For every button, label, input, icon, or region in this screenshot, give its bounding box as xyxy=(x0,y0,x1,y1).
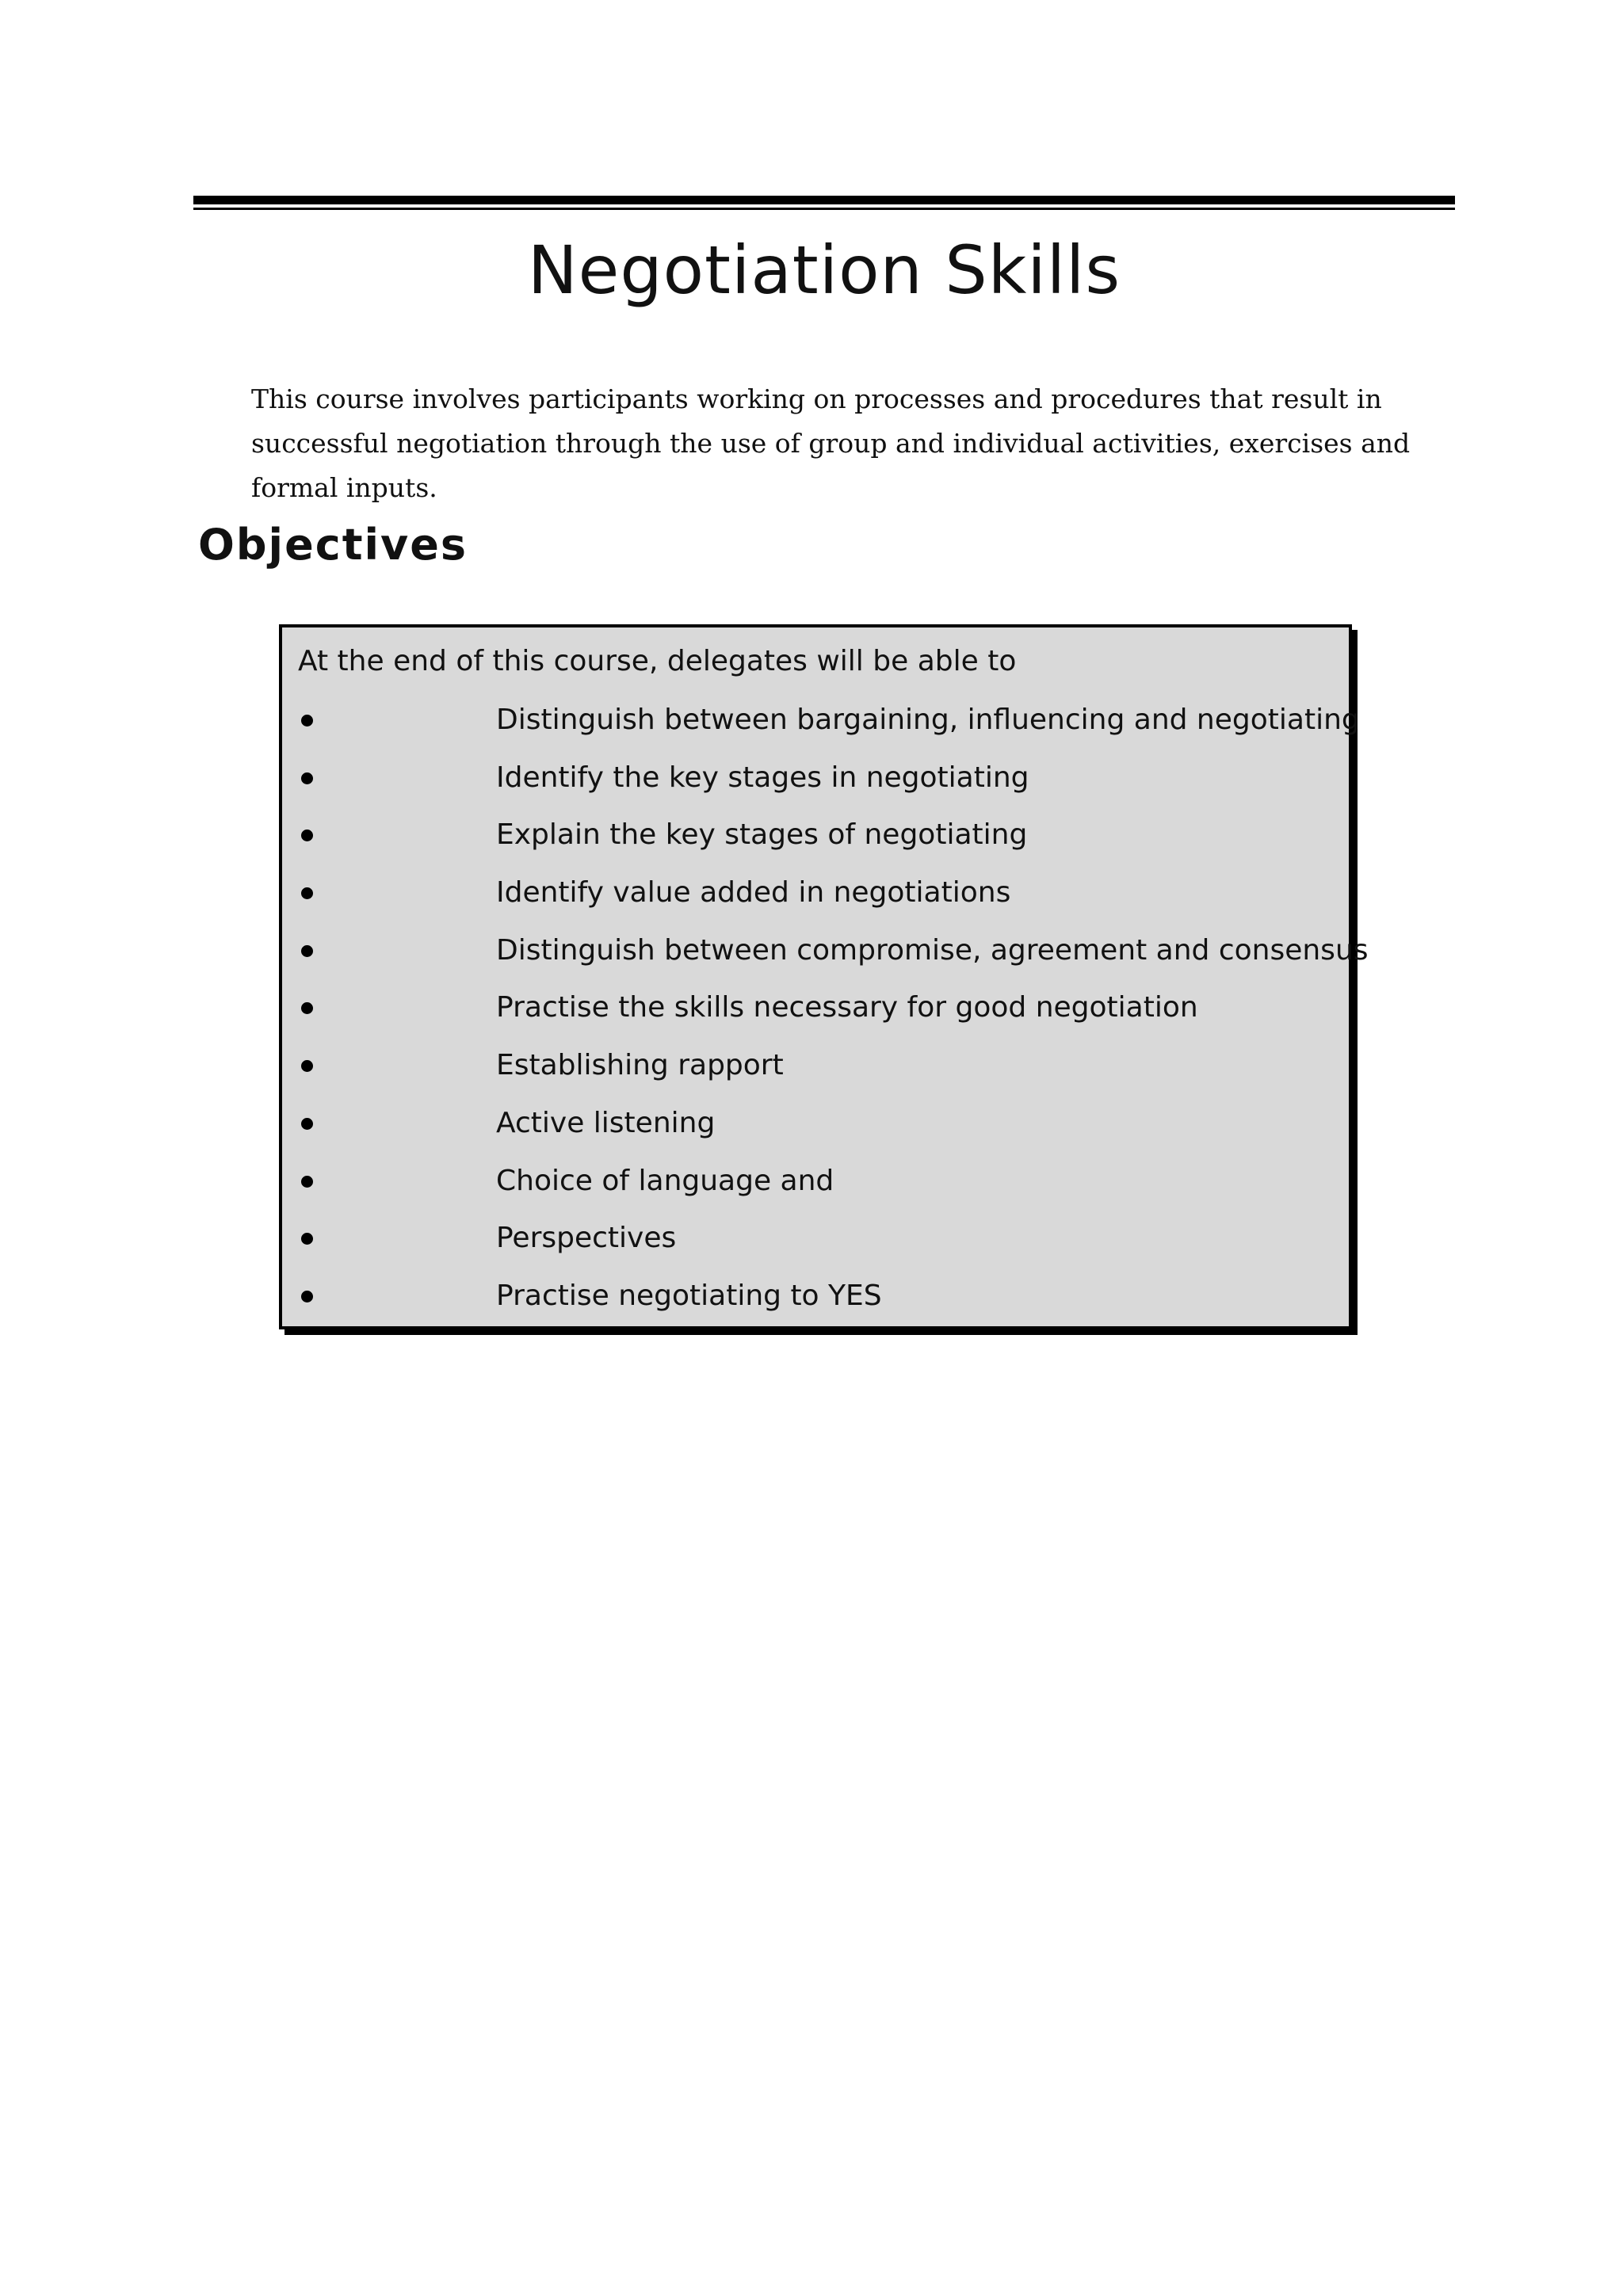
page-title: Negotiation Skills xyxy=(527,231,1121,309)
list-item xyxy=(282,933,1369,992)
list-item xyxy=(282,818,1349,876)
list-item xyxy=(282,704,1360,761)
objective-text: Distinguish between bargaining, influencing and negotiating xyxy=(496,704,1360,736)
objective-text: Active listening xyxy=(496,1106,716,1139)
objectives-box xyxy=(279,624,1369,1329)
list-item xyxy=(282,1107,1349,1165)
objective-text: Identify value added in negotiations xyxy=(496,876,1011,910)
objective-text: Explain the key stages of negotiating xyxy=(496,818,1028,852)
list-item xyxy=(282,876,1349,934)
list-item xyxy=(282,1165,1349,1222)
bullet-icon xyxy=(301,830,313,841)
list-item xyxy=(282,1280,1349,1337)
objective-text: Practise negotiating to YES xyxy=(496,1279,882,1312)
objective-text: Establishing rapport xyxy=(496,1049,784,1082)
objectives-heading: Objectives xyxy=(198,520,468,570)
title-rule-thick xyxy=(193,196,1455,204)
objective-text: Practise the skills necessary for good negotiation xyxy=(496,991,1198,1024)
objective-text: Perspectives xyxy=(496,1222,677,1255)
objective-text: Identify the key stages in negotiating xyxy=(496,761,1029,794)
objectives-lead: At the end of this course, delegates will be able to xyxy=(298,645,1017,677)
bullet-icon xyxy=(301,1291,313,1302)
bullet-icon xyxy=(301,772,313,784)
list-item xyxy=(282,991,1349,1049)
course-intro: This course involves participants working on processes and procedures that result in successful negotiation through the use of group and individual activities, exercises and formal inputs. xyxy=(251,383,1411,503)
bullet-icon xyxy=(301,1233,313,1245)
list-item xyxy=(282,1222,1349,1280)
objective-text: Choice of language and xyxy=(496,1164,834,1197)
bullet-icon xyxy=(301,715,313,727)
objective-text: Distinguish between compromise, agreement and consensus xyxy=(496,933,1369,967)
objective-list xyxy=(282,704,1369,1337)
list-item xyxy=(282,1049,1349,1107)
list-item xyxy=(282,761,1349,819)
bullet-icon xyxy=(301,1118,313,1130)
bullet-icon xyxy=(301,945,313,957)
title-rule-thin xyxy=(193,208,1455,210)
bullet-icon xyxy=(301,1060,313,1072)
bullet-icon xyxy=(301,1002,313,1014)
bullet-icon xyxy=(301,1176,313,1188)
bullet-icon xyxy=(301,887,313,899)
